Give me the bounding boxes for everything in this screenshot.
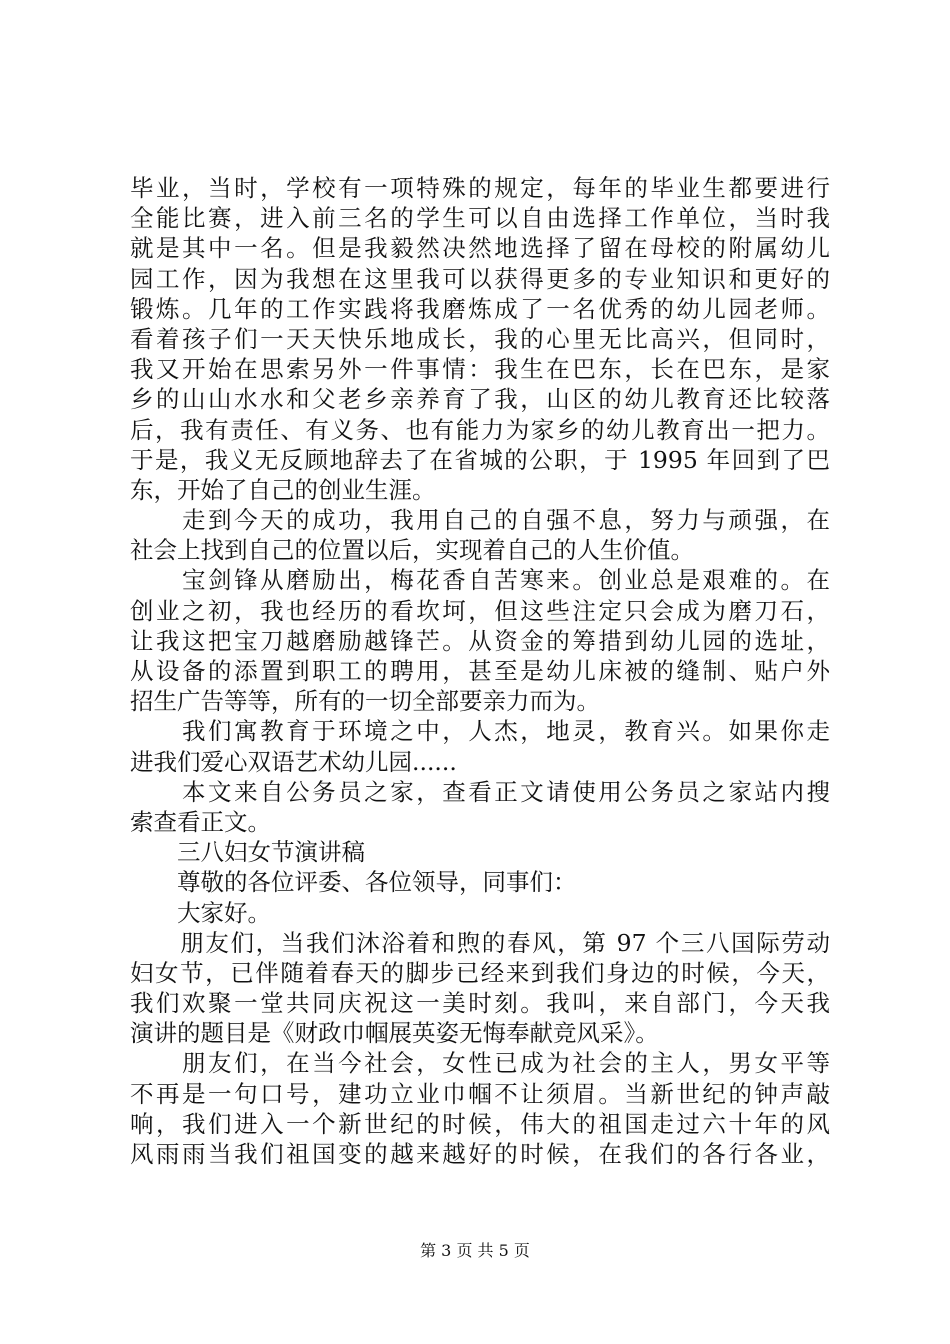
text-line: 就是其中一名。但是我毅然决然地选择了留在母校的附属幼儿 [130, 234, 830, 263]
text-line: 妇女节，已伴随着春天的脚步已经来到我们身边的时候，今天， [130, 958, 830, 987]
text-line: 索查看正文。 [130, 807, 271, 836]
text-line: 不再是一句口号，建功立业巾帼不让须眉。当新世纪的钟声敲 [130, 1079, 830, 1108]
speech-title: 三八妇女节演讲稿 [130, 838, 365, 867]
salutation-line: 尊敬的各位评委、各位领导，同事们： [130, 868, 577, 897]
text-line: 看着孩子们一天天快乐地成长，我的心里无比高兴，但同时， [130, 324, 830, 353]
text-line: 从设备的添置到职工的聘用，甚至是幼儿床被的缝制、贴户外 [130, 657, 830, 685]
text-line: 走到今天的成功，我用自己的自强不息，努力与顽强，在 [130, 506, 830, 535]
text-line: 我们欢聚一堂共同庆祝这一美时刻。我叫，来自部门，今天我 [130, 989, 830, 1018]
text-line: 招生广告等等，所有的一切全部要亲力而为。 [130, 687, 600, 716]
text-line: 我又开始在思索另外一件事情：我生在巴东，长在巴东，是家 [130, 355, 830, 384]
text-line: 本文来自公务员之家，查看正文请使用公务员之家站内搜 [130, 777, 830, 806]
document-body [130, 173, 830, 1169]
text-line: 响，我们进入一个新世纪的时候，伟大的祖国走过六十年的风 [130, 1109, 830, 1138]
text-line: 演讲的题目是《财政巾帼展英姿无悔奉献竞风采》。 [130, 1019, 659, 1048]
text-line: 创业之初，我也经历的看坎坷，但这些注定只会成为磨刀石， [130, 596, 830, 625]
text-line: 锻炼。几年的工作实践将我磨炼成了一名优秀的幼儿园老师。 [130, 294, 830, 323]
text-line: 宝剑锋从磨励出，梅花香自苦寒来。创业总是艰难的。在 [130, 566, 830, 595]
greeting-line: 大家好。 [130, 898, 271, 927]
text-line: 朋友们，当我们沐浴着和煦的春风，第 97 个三八国际劳动 [130, 928, 830, 957]
text-line: 乡的山山水水和父老乡亲养育了我，山区的幼儿教育还比较落 [130, 385, 830, 414]
text-line: 毕业，当时，学校有一项特殊的规定，每年的毕业生都要进行 [130, 174, 830, 202]
text-line: 全能比赛，进入前三名的学生可以自由选择工作单位，当时我 [130, 204, 830, 233]
text-line: 后，我有责任、有义务、也有能力为家乡的幼儿教育出一把力。 [130, 415, 830, 444]
text-line: 让我这把宝刀越磨励越锋芒。从资金的筹措到幼儿园的选址， [130, 626, 830, 655]
text-line: 朋友们，在当今社会，女性已成为社会的主人，男女平等 [130, 1049, 830, 1078]
page-number-footer: 第 3 页 共 5 页 [420, 1241, 530, 1260]
text-line: 进我们爱心双语艺术幼儿园...... [130, 747, 457, 776]
text-line: 东，开始了自己的创业生涯。 [130, 475, 436, 504]
text-line: 园工作，因为我想在这里我可以获得更多的专业知识和更好的 [130, 264, 830, 293]
text-line: 社会上找到自己的位置以后，实现着自己的人生价值。 [130, 536, 694, 565]
text-line: 风雨雨当我们祖国变的越来越好的时候，在我们的各行各业， [130, 1140, 830, 1168]
text-line: 我们寓教育于环境之中，人杰，地灵，教育兴。如果你走 [130, 717, 830, 746]
text-line: 于是，我义无反顾地辞去了在省城的公职，于 1995 年回到了巴 [130, 445, 830, 474]
